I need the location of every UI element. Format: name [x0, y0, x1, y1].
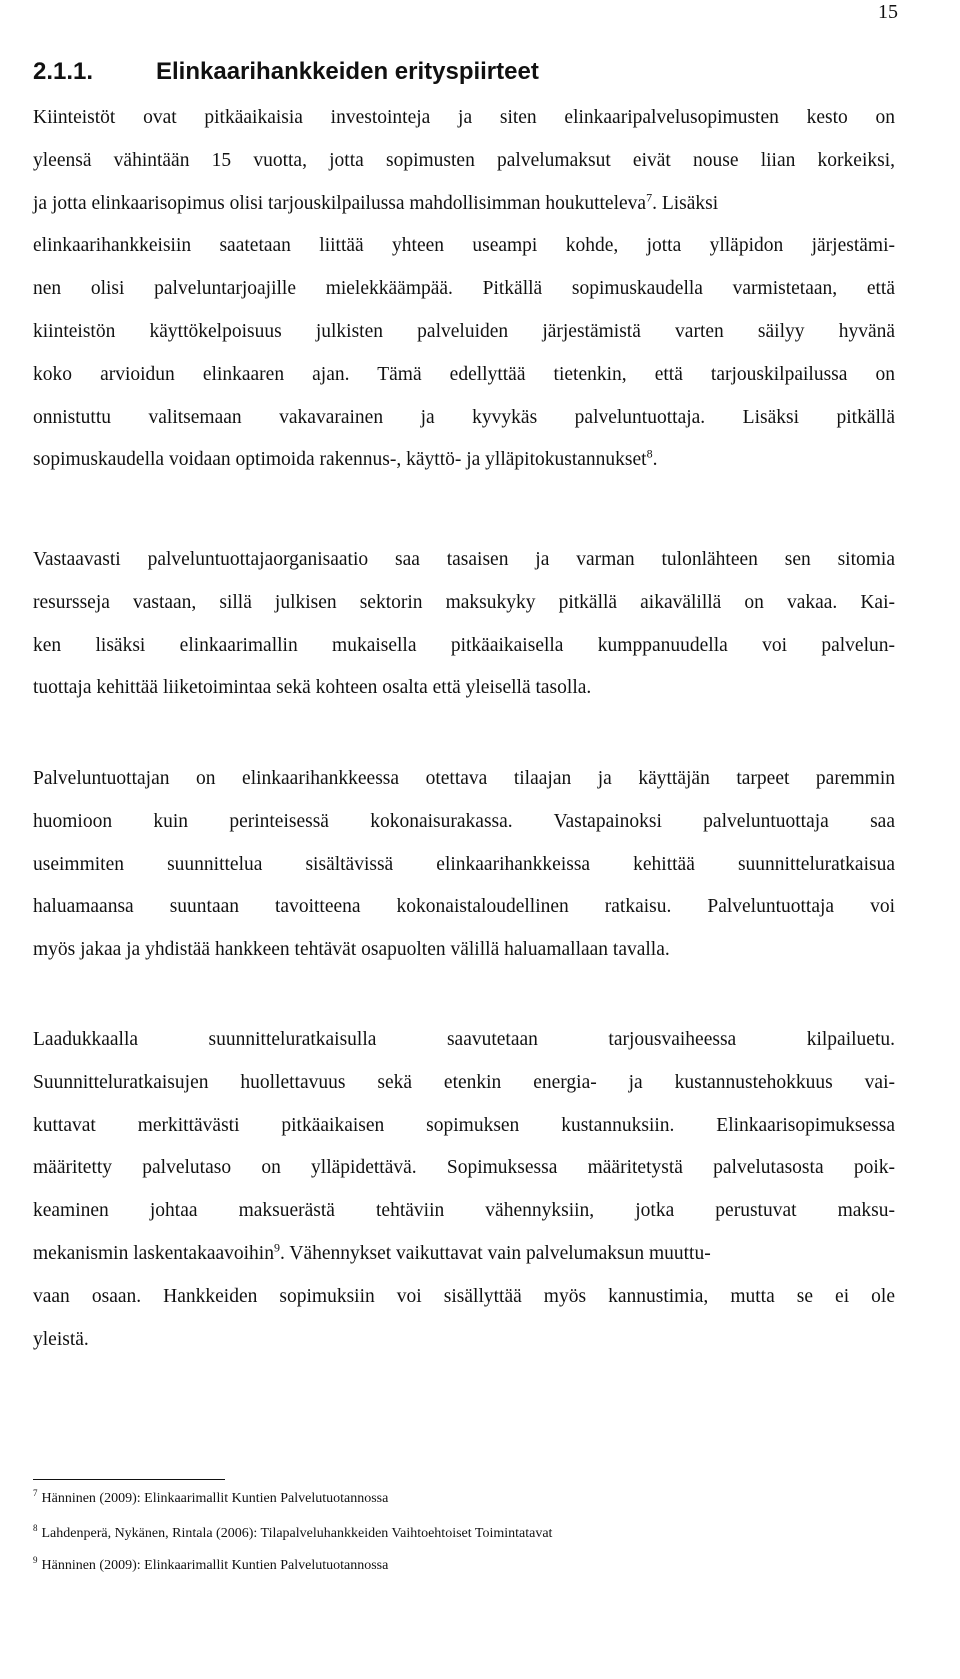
text-line: vaan osaan. Hankkeiden sopimuksiin voi sisällyttää myös kannustimia, mutta se ei ole: [33, 1285, 895, 1307]
footnote-mark: 8: [33, 1523, 38, 1534]
footnote-ref[interactable]: 8: [646, 446, 653, 461]
text-line: yleistä.: [33, 1328, 89, 1350]
text-line: resursseja vastaan, sillä julkisen sektorin maksukyky pitkällä aikavälillä on vakaa. Kai-: [33, 591, 895, 613]
text-line: tuottaja kehittää liiketoimintaa sekä kohteen osalta että yleisellä tasolla.: [33, 677, 592, 699]
text-line: Suunnitteluratkaisujen huollettavuus sekä etenkin energia- ja kustannustehokkuus vai-: [33, 1071, 895, 1093]
text-fragment: . Lisäksi: [652, 192, 719, 214]
text-line: yleensä vähintään 15 vuotta, jotta sopimusten palvelumaksut eivät nouse liian korkeiksi,: [33, 149, 895, 171]
text-fragment: sopimuskaudella voidaan optimoida rakennus-, käyttö- ja ylläpitokustannukset: [33, 449, 647, 471]
text-line: Laadukkaalla suunnitteluratkaisulla saavutetaan tarjousvaiheessa kilpailuetu.: [33, 1029, 895, 1050]
text-line: huomioon kuin perinteisessä kokonaisurakassa. Vastapainoksi palveluntuottaja saa: [33, 810, 895, 832]
text-line: myös jakaa ja yhdistää hankkeen tehtävät osapuolten välillä haluamallaan tavalla.: [33, 939, 670, 961]
text-line: ken lisäksi elinkaarimallin mukaisella pitkäaikaisella kumppanuudella voi palvelun-: [33, 634, 895, 656]
paragraph-4: [33, 1019, 895, 1361]
text-line: keaminen johtaa maksuerästä tehtäviin vähennyksiin, jotka perustuvat maksu-: [33, 1200, 895, 1222]
text-fragment: ja jotta elinkaarisopimus olisi tarjouskilpailussa mahdollisimman houkutteleva: [33, 192, 647, 214]
footnote-7: [33, 1490, 913, 1508]
text-fragment: .: [652, 449, 658, 471]
text-line: nen olisi palveluntarjoajille mielekkäämpää. Pitkällä sopimuskaudella varmistetaan, että: [33, 278, 895, 300]
text-line: Kiinteistöt ovat pitkäaikaisia investointeja ja siten elinkaaripalvelusopimusten kesto on: [33, 107, 895, 128]
footnote-9: [33, 1557, 913, 1575]
text-line: useimmiten suunnittelua sisältävissä elinkaarihankkeissa kehittää suunnitteluratkaisua: [33, 853, 895, 875]
text-line: Palveluntuottajan on elinkaarihankkeessa otettava tilaajan ja käyttäjän tarpeet paremmin: [33, 768, 895, 789]
footnote-8: [33, 1525, 913, 1543]
footnote-divider: [33, 1479, 225, 1480]
paragraph-1: [33, 97, 895, 482]
page-number: 15: [878, 1, 898, 23]
footnote-text: Lahdenperä, Nykänen, Rintala (2006): Tilapalveluhankkeiden Vaihtoehtoiset Toimintatavat: [41, 1526, 553, 1541]
text-fragment: mekanismin laskentakaavoihin: [33, 1242, 274, 1264]
text-line: elinkaarihankkeisiin saatetaan liittää yhteen useampi kohde, jotta ylläpidon järjestämi-: [33, 235, 895, 257]
footnote-mark: 9: [33, 1555, 38, 1566]
text-line: [33, 439, 895, 482]
text-line: [33, 1233, 895, 1276]
footnote-mark: 7: [33, 1488, 38, 1499]
text-line: haluamaansa suuntaan tavoitteena kokonaistaloudellinen ratkaisu. Palveluntuottaja voi: [33, 896, 895, 918]
paragraph-2: [33, 539, 895, 710]
text-line: Vastaavasti palveluntuottajaorganisaatio saa tasaisen ja varman tulonlähteen sen sitomia: [33, 549, 895, 570]
footnote-text: Hänninen (2009): Elinkaarimallit Kuntien Palvelutuotannossa: [41, 1491, 389, 1506]
section-title: Elinkaarihankkeiden erityspiirteet: [156, 58, 539, 85]
text-line: onnistuttu valitsemaan vakavarainen ja kyvykäs palveluntuottaja. Lisäksi pitkällä: [33, 406, 895, 428]
section-heading: [33, 56, 913, 88]
text-line: koko arvioidun elinkaaren ajan. Tämä edellyttää tietenkin, että tarjouskilpailussa on: [33, 363, 895, 385]
text-line: määritetty palvelutaso on ylläpidettävä. Sopimuksessa määritetystä palvelutasosta poik-: [33, 1157, 895, 1179]
text-line: [33, 183, 895, 226]
text-fragment: . Vähennykset vaikuttavat vain palvelumaksun muuttu-: [279, 1242, 711, 1264]
text-line: kuttavat merkittävästi pitkäaikaisen sopimuksen kustannuksiin. Elinkaarisopimuksessa: [33, 1114, 895, 1136]
section-number: 2.1.1.: [33, 58, 94, 85]
footnote-ref[interactable]: 9: [273, 1240, 280, 1255]
paragraph-3: [33, 758, 895, 972]
footnote-ref[interactable]: 7: [646, 190, 653, 205]
text-line: kiinteistön käyttökelpoisuus julkisten palveluiden järjestämistä varten säilyy hyvänä: [33, 320, 895, 342]
footnote-text: Hänninen (2009): Elinkaarimallit Kuntien Palvelutuotannossa: [41, 1558, 389, 1573]
